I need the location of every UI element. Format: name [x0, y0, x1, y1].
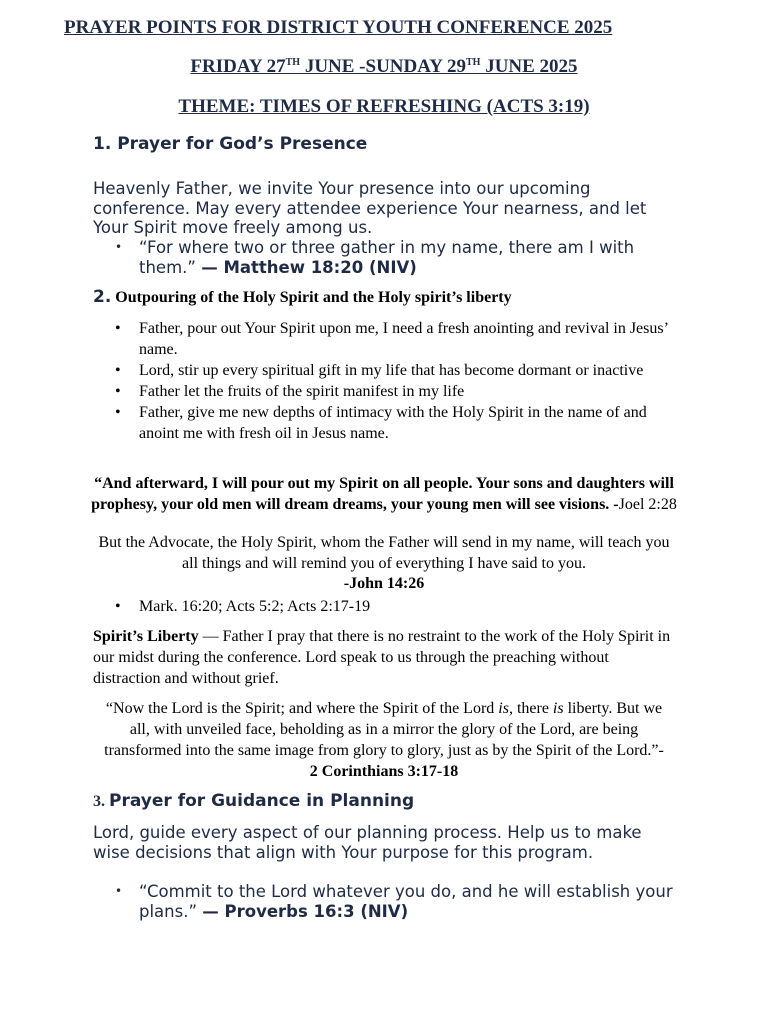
joel-quote-block — [88, 474, 680, 515]
matthew-quote: “For where two or three gather in my name, there am I with them.” — [139, 238, 635, 277]
corinthians-italic-1: is — [498, 700, 509, 717]
joel-reference: Joel 2:28 — [618, 495, 677, 513]
spirits-liberty-paragraph — [93, 626, 673, 689]
corinthians-text-3: liberty. But we all, with unveiled face, beholding as in a mirror the glory of the Lord, are being transformed into the same image from glory to glory, just as by the Spirit of the Lord.”- — [104, 700, 664, 759]
list-item-text: Father, pour out Your Spirit upon me, I need a fresh anointing and revival in Jesus’ name. — [139, 320, 668, 358]
dates-middle: JUNE -SUNDAY 29 — [300, 56, 466, 77]
joel-quote: “And afterward, I will pour out my Spirit on all people. Your sons and daughters will prophesy, your old men will dream dreams, your young men will see visions. - — [91, 475, 674, 513]
proverbs-reference: — Proverbs 16:3 (NIV) — [202, 901, 409, 921]
list-item-text: Father, give me new depths of intimacy with the Holy Spirit in the name of and anoint me with fresh oil in Jesus name. — [139, 404, 647, 442]
list-item — [115, 882, 679, 921]
section-3-heading — [93, 791, 414, 811]
bullet-marker: • — [115, 404, 121, 421]
section-2-heading — [93, 287, 512, 307]
document-title: PRAYER POINTS FOR DISTRICT YOUTH CONFERENCE 2025 — [64, 17, 613, 38]
section-2-number: 2. — [93, 287, 112, 307]
bullet-marker: • — [115, 884, 123, 898]
corinthians-text-1: “Now the Lord is the Spirit; and where the Spirit of the Lord — [105, 700, 499, 717]
scripture-references: Mark. 16:20; Acts 5:2; Acts 2:17-19 — [139, 598, 371, 615]
proverbs-quote: “Commit to the Lord whatever you do, and he will establish your plans.” — [139, 882, 673, 921]
john-reference: -John 14:26 — [343, 575, 425, 592]
list-item-text: Lord, stir up every spiritual gift in my life that has become dormant or inactive — [139, 362, 644, 379]
john-quote: But the Advocate, the Holy Spirit, whom the Father will send in my name, will teach you all things and will remind you of everything I have said to you. — [98, 534, 670, 572]
bullet-marker: • — [115, 320, 121, 337]
dates-sup-2: TH — [465, 57, 481, 68]
bullet-marker: • — [115, 240, 123, 254]
bullet-marker: • — [115, 362, 121, 379]
spirits-liberty-label: Spirit’s Liberty — [93, 628, 199, 645]
section-3-paragraph: Lord, guide every aspect of our planning process. Help us to make wise decisions that align with Your purpose for this program. — [93, 823, 642, 862]
corinthians-italic-2: is — [552, 700, 564, 717]
bullet-marker: • — [115, 598, 121, 615]
section-2-title: Outpouring of the Holy Spirit and the Holy spirit’s liberty — [115, 289, 512, 306]
list-item — [115, 238, 679, 277]
section-2-bullet-list — [115, 318, 679, 444]
section-3-title: Prayer for Guidance in Planning — [109, 791, 415, 811]
section-3-bullet-list — [115, 882, 679, 921]
conference-dates — [0, 56, 768, 78]
section-1-bullet-list — [115, 238, 679, 277]
theme-line: THEME: TIMES OF REFRESHING (ACTS 3:19) — [178, 96, 590, 117]
list-item — [115, 360, 679, 381]
dates-sup-1: TH — [285, 57, 301, 68]
list-item-text: Father let the fruits of the spirit manifest in my life — [139, 383, 465, 400]
corinthians-quote-block — [100, 698, 668, 782]
list-item — [115, 402, 679, 444]
section-1-heading: 1. Prayer for God’s Presence — [93, 134, 368, 154]
list-item — [115, 596, 679, 617]
john-quote-block — [92, 533, 676, 595]
bullet-marker: • — [115, 383, 121, 400]
spirits-liberty-text: — Father I pray that there is no restraint to the work of the Holy Spirit in our midst during the conference. Lord speak to us through the preaching without distraction and without grief. — [93, 628, 671, 687]
list-item — [115, 318, 679, 360]
dates-suffix: JUNE 2025 — [480, 56, 578, 77]
corinthians-reference: 2 Corinthians 3:17-18 — [309, 763, 459, 780]
section-3-number: 3. — [93, 793, 105, 810]
matthew-reference: — Matthew 18:20 (NIV) — [201, 257, 417, 277]
section-1-paragraph: Heavenly Father, we invite Your presence into our upcoming conference. May every attendee experience Your nearness, and let Your Spirit move freely among us. — [93, 179, 647, 237]
scripture-references-list — [115, 596, 679, 617]
corinthians-text-2: , there — [508, 700, 553, 717]
dates-prefix: FRIDAY 27 — [190, 56, 286, 77]
list-item — [115, 381, 679, 402]
